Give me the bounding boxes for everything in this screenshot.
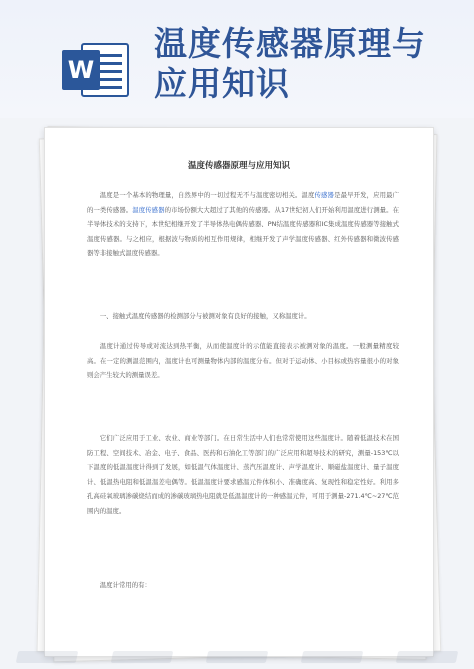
document-title: 温度传感器原理与应用知识 [187, 161, 290, 171]
paragraph-contact-sensors: 一、接触式温度传感器的检测部分与被测对象有良好的接触，又称温度计。 [99, 312, 311, 320]
highlight-link[interactable]: 温度传感器 [132, 205, 165, 214]
hero-title-line1: 温度传感器原理与 [154, 24, 426, 63]
paragraph-common-thermometers: 温度计常用的有： [99, 581, 151, 589]
paragraph-intro [87, 188, 399, 261]
hero-title-line2: 应用知识 [154, 64, 290, 103]
text-run: 是最早开发，应用最广的一类传感器。 [87, 191, 400, 214]
paragraph-applications: 它们广泛应用于工业、农业、商业等部门。在日常生活中人们也常常使用这些温度计。随着低温技术在国防工程、空间技术、冶金、电子、食品、医药和石油化工等部门的广泛应用和超导技术的研究，测量-153℃以下温度的低温温度计得到了发展，如低温气体温度计、蒸汽压温度计、声学温度计、顺磁盐温度计、量子温度计、低温热电阻和低温温差电偶等。低温温度计要求感温元件体积小、准确度高、复现性和稳定性好。利用多孔高硅氧玻璃渗碳烧结而成的渗碳玻璃热电阻就是低温温度计的一种感温元件，可用于测量-271.4℃~27℃范围内的温度。 [87, 434, 399, 515]
document-page [44, 127, 434, 657]
text-run: 的市场份额大大超过了其他的传感器。从17世纪初人们开始利用温度进行测量。在半导体技术的支持下，本世纪相继开发了半导体热电偶传感器、PN结温度传感器和IC集成温度传感器等接触式温度传感器。与之相应，根据波与物质的相互作用规律，相继开发了声学温度传感器、红外传感器和微波传感器等非接触式温度传感器。 [87, 205, 400, 258]
logo-letter: W [67, 56, 95, 84]
hero-title [154, 24, 464, 104]
word-document-icon [60, 40, 132, 100]
highlight-link[interactable]: 传感器 [314, 191, 335, 199]
paragraph-thermometer: 温度计通过传导或对流达到热平衡，从而使温度计的示值能直接表示被测对象的温度。一般测量精度较高。在一定的测温范围内，温度计也可测量物体内部的温度分布。但对于运动体、小目标或热容量很小的对象则会产生较大的测量误差。 [87, 342, 399, 380]
text-run: 温度是一个基本的物理量，自然界中的一切过程无不与温度密切相关。温度 [99, 191, 315, 199]
